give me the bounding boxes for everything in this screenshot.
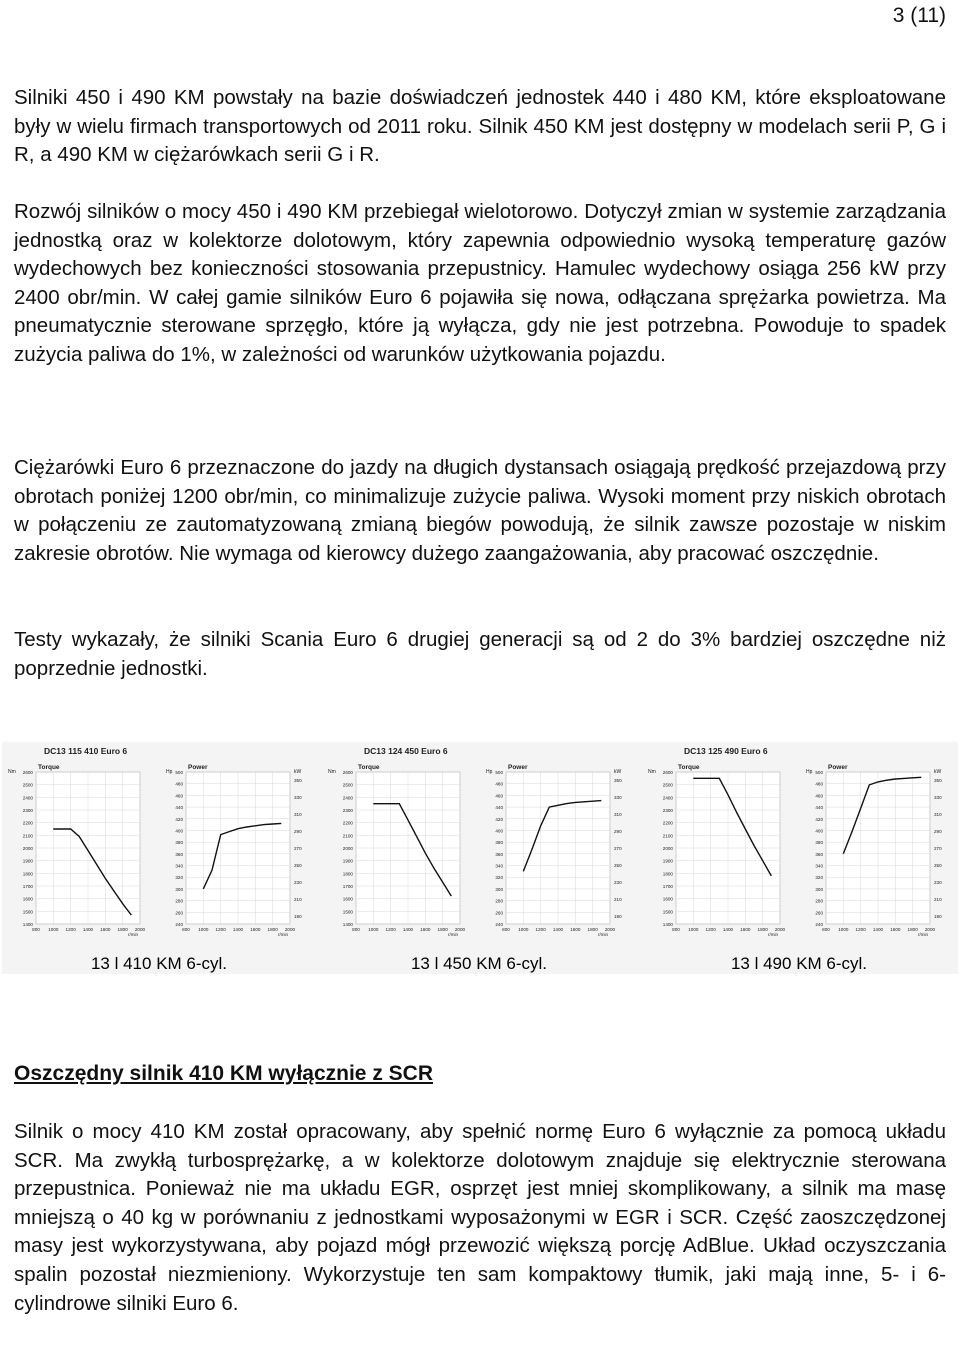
power-y-tick: 360 [175, 851, 183, 857]
power-y-tick: 340 [495, 863, 503, 869]
chart-490-plot [642, 742, 956, 954]
torque-y-tick: 2000 [342, 846, 353, 851]
power-y-tick: 460 [815, 793, 823, 799]
power-y-tick: 280 [175, 898, 183, 904]
torque-y-tick: 1800 [342, 871, 353, 877]
torque-y-tick: 2600 [22, 770, 33, 775]
section-heading: Oszczędny silnik 410 KM wyłącznie z SCR [14, 1062, 433, 1085]
torque-x-tick: 2000 [774, 927, 786, 932]
power-x-tick: 2000 [924, 927, 936, 932]
torque-y-tick: 2300 [22, 808, 33, 813]
power-x-tick: 1400 [552, 927, 564, 932]
torque-y-tick: 1800 [22, 871, 33, 877]
torque-x-tick: 1200 [385, 927, 396, 932]
torque-y-tick: 2100 [662, 833, 673, 839]
power-kw-tick: 210 [614, 897, 622, 902]
torque-y-tick: 2200 [342, 820, 353, 826]
power-unit-kw: kW [614, 769, 622, 775]
power-y-tick: 280 [815, 898, 823, 904]
torque-y-tick: 2500 [662, 782, 673, 788]
power-kw-tick: 350 [934, 778, 942, 783]
power-kw-tick: 250 [614, 863, 622, 868]
power-x-unit: r/min [278, 932, 288, 937]
chart-title: DC13 125 490 Euro 6 [684, 746, 768, 756]
torque-y-tick: 2600 [342, 770, 353, 775]
power-x-tick: 800 [502, 927, 510, 932]
power-kw-tick: 310 [294, 812, 302, 817]
power-x-tick: 1800 [907, 927, 918, 932]
power-kw-tick: 350 [614, 778, 622, 783]
paragraph-development: Rozwój silników o mocy 450 i 490 KM przebiegał wielotorowo. Dotyczył zmian w systemie zarządzania jednostką oraz w kolektorze dolotowym, który zapewnia odpowiednio wysoką temperaturę gazów wydechowych bez konieczności stosowania przepustnicy. Hamulec wydechowy osiąga 256 kW przy 2400 obr/min. W całej gamie silników Euro 6 pojawiła się nowa, odłączana sprężarka powietrza. Ma pneumatycznie sterowane sprzęgło, które ją wyłącza, gdy nie jest potrzebna. Powoduje to spadek zużycia paliwa do 1%, w zależności od warunków użytkowania pojazdu. [14, 200, 946, 366]
torque-x-tick: 800 [672, 927, 680, 932]
chart-450 [322, 742, 636, 974]
torque-y-tick: 1600 [662, 896, 673, 902]
power-kw-tick: 210 [294, 897, 302, 902]
torque-y-tick: 2000 [662, 846, 673, 851]
power-y-tick: 260 [495, 910, 503, 916]
power-label: Power [508, 764, 528, 771]
power-y-tick: 280 [495, 898, 503, 904]
power-y-tick: 400 [175, 828, 183, 834]
paragraph-long-distance: Ciężarówki Euro 6 przeznaczone do jazdy na długich dystansach osiągają prędkość przejazdową przy obrotach poniżej 1200 obr/min, co minimalizuje zużycie paliwa. Wysoki moment przy niskich obrotach w połączeniu ze zautomatyzowaną zmianą biegów powodują, że silnik zawsze pozostaje w niskim zakresie obrotów. Nie wymaga od kierowcy dużego zaangażowania, aby pracować oszczędnie. [14, 456, 946, 565]
torque-y-tick: 2400 [22, 795, 33, 801]
torque-x-unit: r/min [768, 932, 778, 937]
torque-x-tick: 1200 [65, 927, 76, 932]
power-unit-kw: kW [294, 769, 302, 775]
power-kw-tick: 290 [614, 829, 622, 834]
power-y-tick: 240 [495, 922, 503, 927]
power-y-tick: 440 [175, 805, 183, 811]
torque-y-tick: 1600 [342, 896, 353, 902]
power-unit-kw: kW [934, 769, 942, 775]
power-kw-tick: 230 [614, 880, 622, 885]
torque-y-tick: 1700 [22, 884, 33, 889]
power-x-tick: 1200 [215, 927, 226, 932]
power-y-tick: 500 [495, 770, 503, 775]
power-x-tick: 800 [822, 927, 830, 932]
power-kw-tick: 310 [614, 812, 622, 817]
chart-title: DC13 115 410 Euro 6 [44, 746, 128, 756]
power-kw-tick: 290 [934, 829, 942, 834]
power-kw-tick: 270 [294, 846, 302, 851]
torque-y-tick: 1500 [22, 909, 33, 915]
torque-unit: Nm [328, 769, 336, 775]
torque-x-tick: 1400 [82, 927, 94, 932]
torque-x-tick: 1000 [688, 927, 699, 932]
power-kw-tick: 230 [294, 880, 302, 885]
torque-y-tick: 1400 [22, 922, 33, 927]
chart-490-caption: 13 l 490 KM 6-cyl. [730, 954, 868, 973]
power-kw-tick: 330 [934, 795, 942, 800]
power-y-tick: 480 [495, 781, 503, 787]
power-y-tick: 260 [175, 910, 183, 916]
power-kw-tick: 210 [934, 897, 942, 902]
power-x-tick: 2000 [284, 927, 296, 932]
torque-y-tick: 1500 [662, 909, 673, 915]
power-x-unit: r/min [598, 932, 608, 937]
power-x-tick: 1800 [267, 927, 278, 932]
power-kw-tick: 270 [614, 846, 622, 851]
power-y-tick: 420 [815, 816, 823, 822]
power-x-tick: 1200 [855, 927, 866, 932]
power-y-tick: 360 [495, 851, 503, 857]
power-kw-tick: 250 [294, 863, 302, 868]
power-y-tick: 360 [815, 851, 823, 857]
power-x-tick: 1600 [570, 927, 581, 932]
torque-label: Torque [678, 764, 700, 771]
torque-x-tick: 2000 [134, 927, 146, 932]
torque-x-tick: 1200 [705, 927, 716, 932]
power-kw-tick: 310 [934, 812, 942, 817]
torque-y-tick: 2400 [662, 795, 673, 801]
torque-y-tick: 2200 [662, 820, 673, 826]
torque-y-tick: 2600 [662, 770, 673, 775]
power-x-tick: 1600 [250, 927, 261, 932]
torque-x-tick: 1000 [368, 927, 379, 932]
power-kw-tick: 330 [614, 795, 622, 800]
engine-charts [2, 742, 958, 974]
torque-y-tick: 2000 [22, 846, 33, 851]
torque-label: Torque [38, 764, 60, 771]
power-y-tick: 420 [175, 816, 183, 822]
power-kw-tick: 250 [934, 863, 942, 868]
torque-x-tick: 800 [32, 927, 40, 932]
torque-x-tick: 1600 [740, 927, 751, 932]
power-label: Power [828, 764, 848, 771]
power-x-tick: 2000 [604, 927, 616, 932]
power-kw-tick: 330 [294, 795, 302, 800]
power-x-tick: 800 [182, 927, 190, 932]
torque-y-tick: 2300 [662, 808, 673, 813]
power-y-tick: 240 [175, 922, 183, 927]
torque-x-tick: 1600 [420, 927, 431, 932]
torque-y-tick: 2100 [342, 833, 353, 839]
paragraph-tests: Testy wykazały, że silniki Scania Euro 6 drugiej generacji są od 2 do 3% bardziej oszczędne niż poprzednie jednostki. [14, 628, 946, 680]
torque-y-tick: 1400 [342, 922, 353, 927]
power-y-tick: 320 [175, 875, 183, 881]
torque-x-tick: 1800 [437, 927, 448, 932]
page-number: 3 (11) [892, 4, 946, 27]
torque-x-tick: 1400 [402, 927, 414, 932]
torque-x-unit: r/min [128, 932, 138, 937]
power-y-tick: 320 [815, 875, 823, 881]
torque-y-tick: 2400 [342, 795, 353, 801]
torque-unit: Nm [8, 769, 16, 775]
power-y-tick: 440 [495, 805, 503, 811]
power-y-tick: 440 [815, 805, 823, 811]
torque-y-tick: 1700 [342, 884, 353, 889]
power-kw-tick: 270 [934, 846, 942, 851]
power-x-tick: 1400 [232, 927, 244, 932]
power-y-tick: 420 [495, 816, 503, 822]
power-y-tick: 300 [175, 886, 183, 892]
power-y-tick: 480 [815, 781, 823, 787]
torque-y-tick: 1800 [662, 871, 673, 877]
torque-x-unit: r/min [448, 932, 458, 937]
paragraph-intro: Silniki 450 i 490 KM powstały na bazie doświadczeń jednostek 440 i 480 KM, które eksploatowane były w wielu firmach transportowych od 2011 roku. Silnik 450 KM jest dostępny w modelach serii P, G i R, a 490 KM w ciężarówkach serii G i R. [14, 86, 946, 167]
power-kw-tick: 350 [294, 778, 302, 783]
torque-x-tick: 2000 [454, 927, 466, 932]
torque-x-tick: 1000 [48, 927, 59, 932]
power-kw-tick: 190 [934, 914, 942, 919]
torque-y-tick: 2200 [22, 820, 33, 826]
power-y-tick: 340 [175, 863, 183, 869]
power-y-tick: 500 [815, 770, 823, 775]
power-y-tick: 300 [495, 886, 503, 892]
power-y-tick: 320 [495, 875, 503, 881]
torque-y-tick: 1700 [662, 884, 673, 889]
power-x-tick: 1600 [890, 927, 901, 932]
power-x-tick: 1200 [535, 927, 546, 932]
paragraph-410-scr: Silnik o mocy 410 KM został opracowany, aby spełnić normę Euro 6 wyłącznie za pomocą układu SCR. Ma zwykłą turbosprężarkę, a w kolektorze dolotowym znajduje się elektrycznie sterowana przepustnica. Ponieważ nie ma układu EGR, osprzęt jest mniej skomplikowany, a silnik ma masę mniejszą o 40 kg w porównaniu z jednostkami wyposażonymi w EGR i SCR. Część zaoszczędzonej masy jest wykorzystywana, aby pojazd mógł przewozić większą porcję AdBlue. Układ oczyszczania spalin pozostał niezmieniony. Wykorzystuje ten sam kompaktowy tłumik, jaki mają inne, 5- i 6-cylindrowe silniki Euro 6. [14, 1120, 946, 1315]
torque-y-tick: 1500 [342, 909, 353, 915]
torque-x-tick: 1800 [757, 927, 768, 932]
power-kw-tick: 230 [934, 880, 942, 885]
power-y-tick: 340 [815, 863, 823, 869]
chart-490 [642, 742, 956, 974]
torque-label: Torque [358, 764, 380, 771]
power-y-tick: 260 [815, 910, 823, 916]
chart-title: DC13 124 450 Euro 6 [364, 746, 448, 756]
power-unit-hp: Hp [806, 769, 813, 775]
torque-unit: Nm [648, 769, 656, 775]
power-label: Power [188, 764, 208, 771]
chart-410-caption: 13 l 410 KM 6-cyl. [90, 954, 228, 973]
chart-450-caption: 13 l 450 KM 6-cyl. [410, 954, 548, 973]
power-y-tick: 400 [815, 828, 823, 834]
torque-y-tick: 2300 [342, 808, 353, 813]
power-y-tick: 380 [495, 840, 503, 846]
torque-y-tick: 1900 [662, 858, 673, 864]
power-kw-tick: 190 [614, 914, 622, 919]
power-y-tick: 460 [495, 793, 503, 799]
power-y-tick: 500 [175, 770, 183, 775]
torque-y-tick: 1600 [22, 896, 33, 902]
power-x-tick: 1000 [838, 927, 849, 932]
torque-y-tick: 1400 [662, 922, 673, 927]
torque-y-tick: 2500 [342, 782, 353, 788]
torque-y-tick: 2100 [22, 833, 33, 839]
power-x-tick: 1000 [198, 927, 209, 932]
power-x-tick: 1000 [518, 927, 529, 932]
power-y-tick: 460 [175, 793, 183, 799]
torque-x-tick: 1600 [100, 927, 111, 932]
torque-x-tick: 800 [352, 927, 360, 932]
chart-410-plot [2, 742, 316, 954]
torque-x-tick: 1400 [722, 927, 734, 932]
chart-410 [2, 742, 316, 974]
power-kw-tick: 290 [294, 829, 302, 834]
chart-450-plot [322, 742, 636, 954]
power-y-tick: 480 [175, 781, 183, 787]
power-unit-hp: Hp [486, 769, 493, 775]
power-x-tick: 1800 [587, 927, 598, 932]
torque-y-tick: 1900 [342, 858, 353, 864]
power-x-tick: 1400 [872, 927, 884, 932]
power-unit-hp: Hp [166, 769, 173, 775]
power-y-tick: 300 [815, 886, 823, 892]
torque-y-tick: 1900 [22, 858, 33, 864]
torque-x-tick: 1800 [117, 927, 128, 932]
power-y-tick: 380 [815, 840, 823, 846]
power-y-tick: 380 [175, 840, 183, 846]
power-kw-tick: 190 [294, 914, 302, 919]
power-y-tick: 240 [815, 922, 823, 927]
power-y-tick: 400 [495, 828, 503, 834]
power-x-unit: r/min [918, 932, 928, 937]
torque-y-tick: 2500 [22, 782, 33, 788]
